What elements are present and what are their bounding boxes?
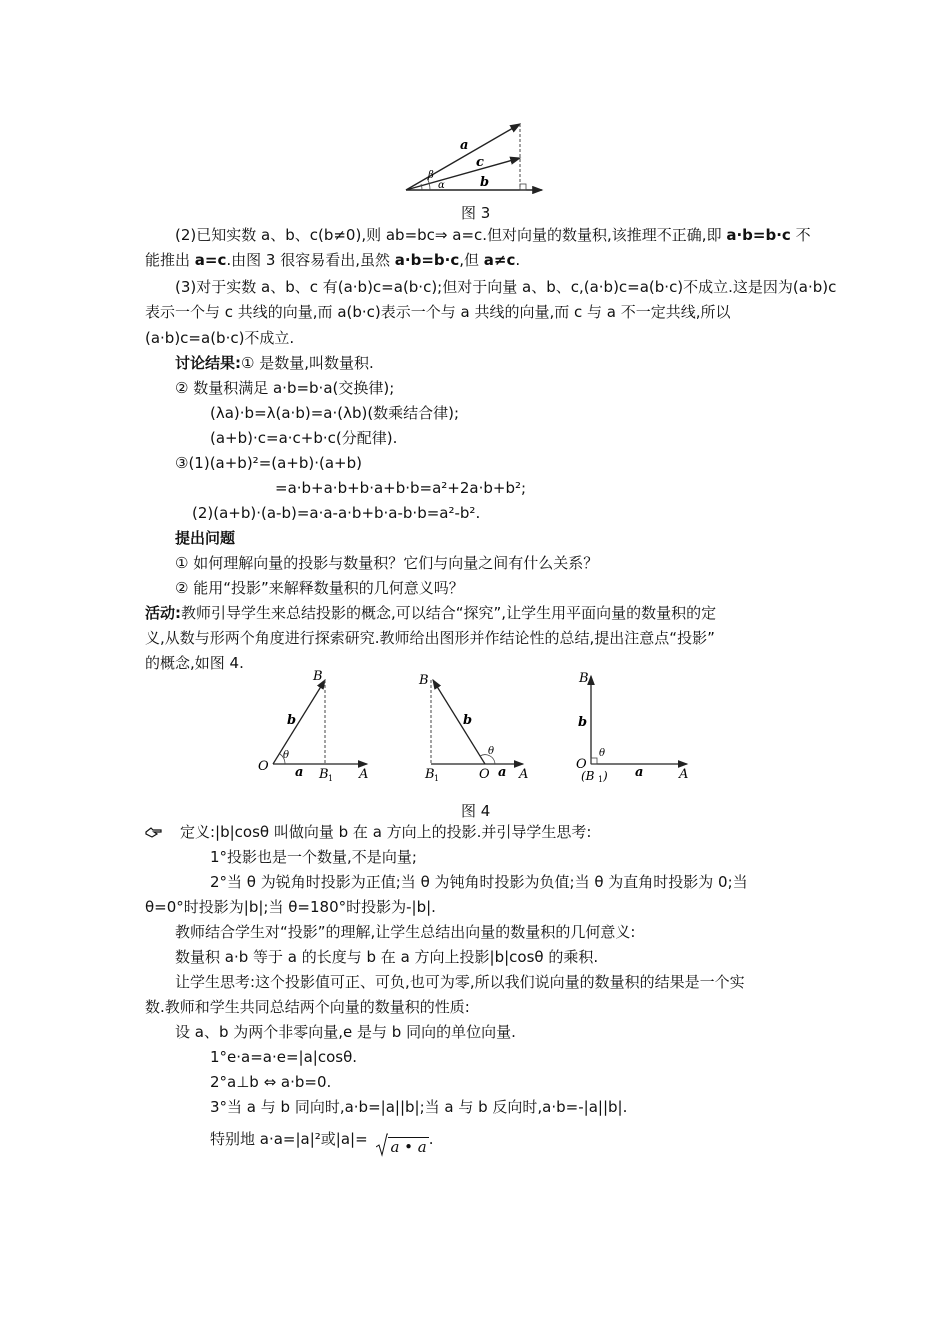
svg-text:1: 1: [434, 774, 440, 783]
discussion-line6: =a·b+a·b+b·a+b·b=a²+2a·b+b²;: [275, 479, 527, 497]
discussion-line1: 讨论结果:① 是数量,叫数量积.: [175, 354, 374, 372]
svg-text:B: B: [579, 671, 589, 686]
summary-line2: 数量积 a·b 等于 a 的长度与 b 在 a 方向上投影|b|cosθ 的乘积.: [175, 948, 599, 966]
summary-line3b: 数.教师和学生共同总结两个向量的数量积的性质:: [145, 998, 470, 1016]
svg-text:a: a: [635, 765, 644, 780]
figure-4-caption: 图 4: [461, 802, 491, 820]
svg-text:b: b: [287, 713, 297, 728]
discussion-line7: (2)(a+b)·(a-b)=a·a-a·b+b·a-b·b=a²-b².: [192, 504, 481, 522]
svg-text:): ): [603, 769, 608, 783]
vector-a-line: [406, 124, 520, 190]
svg-text:θ: θ: [488, 746, 495, 757]
svg-text:A: A: [359, 767, 369, 782]
svg-text:B: B: [319, 767, 329, 782]
para3-line1: (3)对于实数 a、b、c 有(a·b)c=a(b·c);但对于向量 a、b、c,(a·b)c=a(b·c)不成立.这是因为(a·b)c: [175, 278, 837, 296]
summary-line4: 设 a、b 为两个非零向量,e 是与 b 同向的单位向量.: [175, 1023, 516, 1041]
svg-text:B: B: [313, 669, 323, 684]
activity-line1: 活动:教师引导学生来总结投影的概念,可以结合“探究”,让学生用平面向量的数量积的定: [145, 604, 717, 622]
label-a: a: [460, 138, 469, 153]
definition-point2b: θ=0°时投影为|b|;当 θ=180°时投影为-|b|.: [145, 898, 436, 916]
label-alpha: α: [438, 180, 445, 191]
svg-text:O: O: [479, 767, 490, 782]
activity-line2: 义,从数与形两个角度进行探索研究.教师给出图形并作结论性的总结,提出注意点“投影”: [145, 629, 715, 647]
discussion-line2: ② 数量积满足 a·b=b·a(交换律);: [175, 379, 395, 397]
svg-text:A: A: [519, 767, 529, 782]
sqrt-expression: a • a: [376, 1133, 428, 1157]
activity-line3: 的概念,如图 4.: [145, 654, 244, 672]
label-c: c: [476, 155, 484, 170]
sqrt-radical-icon: [376, 1133, 388, 1157]
discussion-line3: (λa)·b=λ(a·b)=a·(λb)(数乘结合律);: [210, 404, 460, 422]
para2-line1: (2)已知实数 a、b、c(b≠0),则 ab=bc⇒ a=c.但对向量的数量积,该推理不正确,即 a·b=b·c 不: [175, 226, 811, 244]
figure-4-projections: [255, 668, 695, 783]
svg-text:1: 1: [598, 775, 604, 783]
property-1: 1°e·a=a·e=|a|cosθ.: [210, 1048, 358, 1066]
svg-text:(B: (B: [581, 769, 595, 783]
para3-line2: 表示一个与 c 共线的向量,而 a(b·c)表示一个与 a 共线的向量,而 c 与 a 不一定共线,所以: [145, 303, 731, 321]
definition-point2a: 2°当 θ 为锐角时投影为正值;当 θ 为钝角时投影为负值;当 θ 为直角时投影为 0;当: [210, 873, 748, 891]
pointing-hand-icon: [145, 825, 163, 839]
svg-text:O: O: [576, 757, 587, 772]
label-b: b: [480, 175, 490, 190]
definition-line: 定义:|b|cosθ 叫做向量 b 在 a 方向上的投影.并引导学生思考:: [180, 823, 592, 841]
summary-line1: 教师结合学生对“投影”的理解,让学生总结出向量的数量积的几何意义:: [175, 923, 636, 941]
question-2: ② 能用“投影”来解释数量积的几何意义吗？: [175, 579, 464, 597]
definition-point1: 1°投影也是一个数量,不是向量;: [210, 848, 417, 866]
svg-text:a: a: [498, 765, 507, 780]
question-1: ① 如何理解向量的投影与数量积？它们与向量之间有什么关系？: [175, 554, 599, 572]
svg-text:A: A: [679, 767, 689, 782]
vector-c-line: [406, 158, 520, 190]
svg-text:1: 1: [328, 774, 334, 783]
svg-text:θ: θ: [599, 748, 606, 759]
svg-text:θ: θ: [283, 750, 290, 761]
figure-4-panel-right: [576, 671, 688, 783]
property-2: 2°a⊥b ⇔ a·b=0.: [210, 1073, 332, 1091]
para2-line2: 能推出 a=c.由图 3 很容易看出,虽然 a·b=b·c,但 a≠c.: [145, 251, 521, 269]
label-beta: β: [428, 170, 434, 181]
figure-3-vectors: [400, 118, 550, 198]
property-3: 3°当 a 与 b 同向时,a·b=|a||b|;当 a 与 b 反向时,a·b=-|a||b|.: [210, 1098, 628, 1116]
discussion-line4: (a+b)·c=a·c+b·c(分配律).: [210, 429, 398, 447]
summary-line3a: 让学生思考:这个投影值可正、可负,也可为零,所以我们说向量的数量积的结果是一个实: [175, 973, 745, 991]
svg-text:B: B: [419, 673, 429, 688]
figure-3-caption: 图 3: [461, 204, 491, 222]
svg-text:O: O: [258, 759, 269, 774]
svg-text:B: B: [425, 767, 435, 782]
property-4: 特别地 a·a=|a|²或|a|= a • a .: [210, 1130, 434, 1156]
question-title: 提出问题: [175, 529, 236, 547]
svg-text:a: a: [295, 765, 304, 780]
figure-4-panel-acute: [258, 669, 368, 783]
figure-4-panel-obtuse: [418, 673, 528, 783]
discussion-line5: ③(1)(a+b)²=(a+b)·(a+b): [175, 454, 363, 472]
para3-line3: (a·b)c=a(b·c)不成立.: [145, 329, 295, 347]
svg-text:b: b: [578, 715, 588, 730]
svg-text:b: b: [463, 713, 473, 728]
